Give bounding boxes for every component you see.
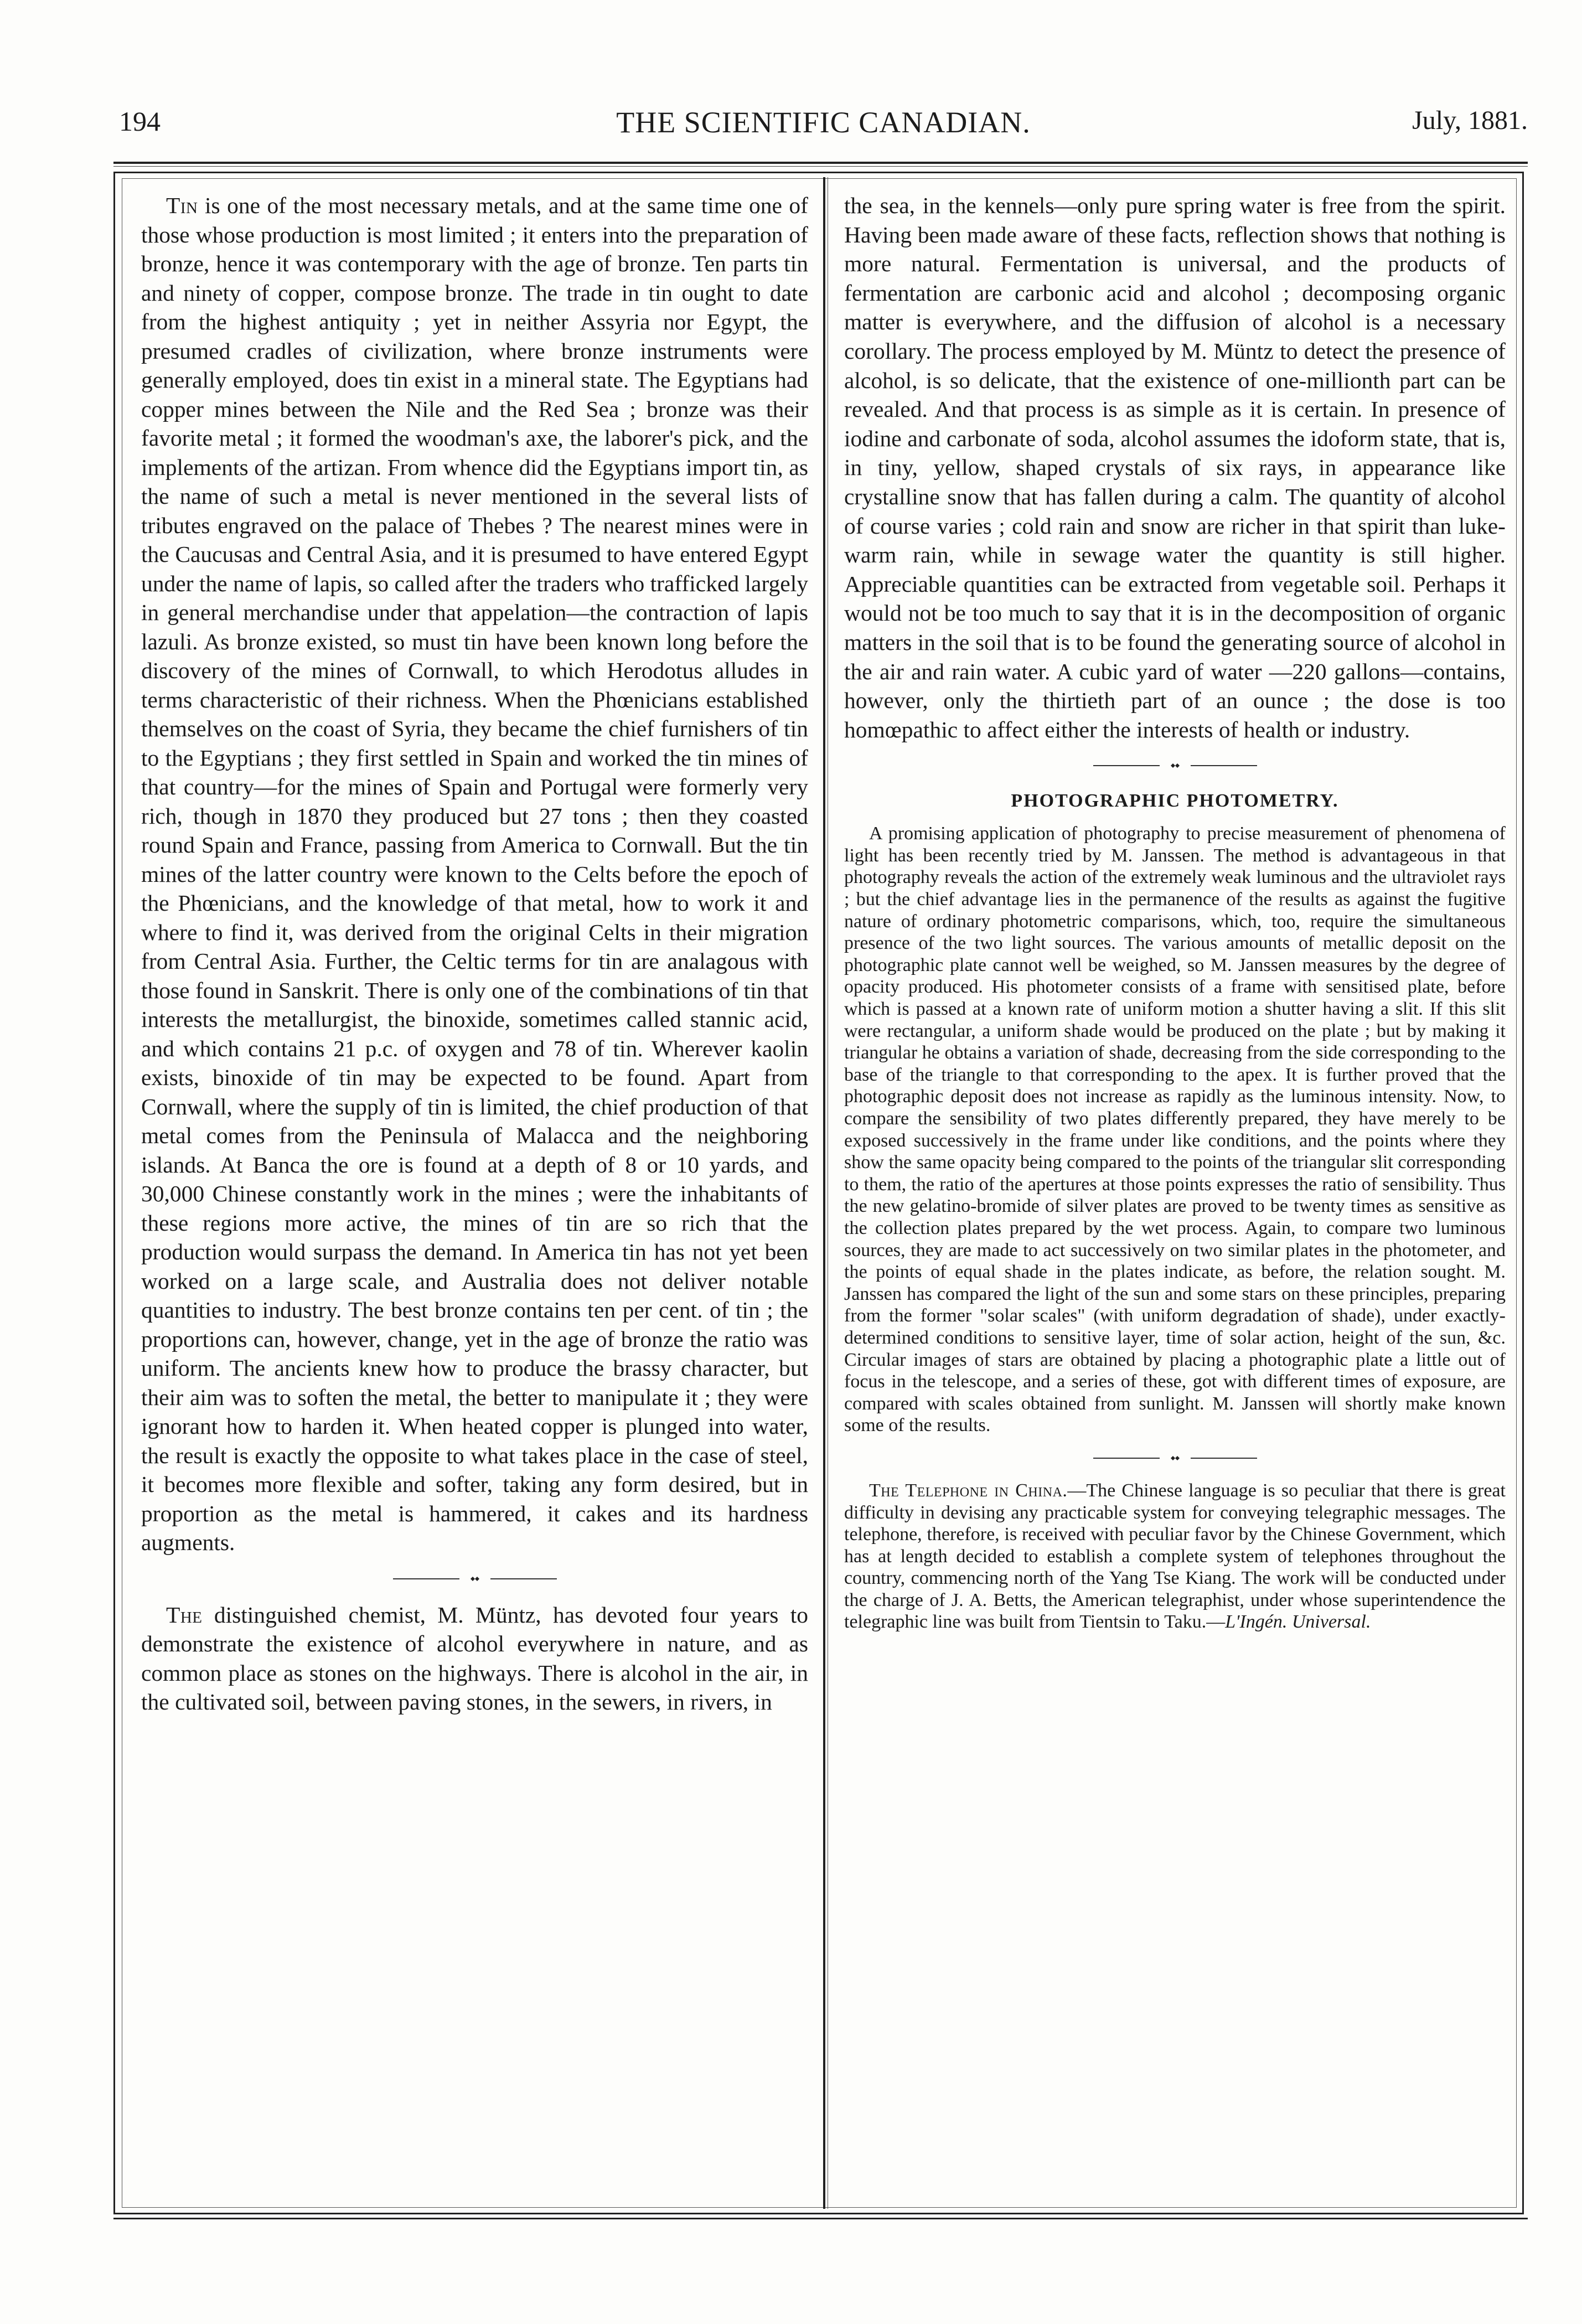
section-ornament (141, 1576, 808, 1582)
article-alcohol-lead: The (166, 1602, 203, 1628)
article-telephone (844, 1480, 1506, 1633)
ornament-icon (464, 1576, 486, 1582)
footer-rule (113, 2218, 1528, 2219)
header-rule-thin (113, 166, 1528, 167)
ornament-line-left (1093, 765, 1160, 766)
article-alcohol-start-text: distinguished chemist, M. Müntz, has devoted four years to demonstrate the existence of alcohol everywhere in nature, and as common place as stones on the highways. There is alcohol in the air, in the cultivated soil, between paving stones, in the sewers, in rivers, in (141, 1602, 808, 1714)
section-ornament (844, 1455, 1506, 1461)
article-telephone-lead: The Telephone in China. (869, 1480, 1068, 1501)
article-photometry-heading: PHOTOGRAPHIC PHOTOMETRY. (1011, 791, 1339, 812)
left-column (141, 191, 808, 1717)
article-telephone-source: L'Ingén. Universal. (1225, 1612, 1371, 1633)
article-alcohol-cont: the sea, in the kennels—only pure spring water is free from the spirit. Having been made aware of these facts, reflection shows that nothing is more natural. Fermentation is universal, and the products of fermentation are carbonic acid and alcohol ; decomposing organic matter is everywhere, and the diffusion of alcohol is a necessary corollary. The process employed by M. Müntz to detect the presence of alcohol, is so delicate, that the existence of one-millionth part can be revealed. And that process is as simple as it is certain. In presence of iodine and carbonate of soda, alcohol assumes the idoform state, that is, in tiny, yellow, shaped crystals of six rays, in appearance like crystalline snow that has fallen during a calm. The quantity of alcohol of course varies ; cold rain and snow are richer in that spirit than luke-warm rain, while in sewage water the quantity is still higher. Appreciable quantities can be extracted from vegetable soil. Perhaps it would not be too much to say that it is in the decomposition of organic matters in the soil that is to be found the generating source of alcohol in the air and rain water. A cubic yard of water —220 gallons—contains, however, only the thirtieth part of an ounce ; the dose is too homœpathic to affect either the interests of health or industry. (844, 193, 1506, 742)
right-column (844, 191, 1506, 1633)
article-tin-text: is one of the most necessary metals, and at the same time one of those whose production is most limited ; it enters into the preparation of bronze, hence it was contemporary with the age of bronze. Ten parts tin and ninety of copper, compose bronze. The trade in tin ought to date from the highest antiquity ; yet in neither Assyria nor Egypt, the presumed cradles of civilization, where bronze instruments were generally employed, does tin exist in a mineral state. The Egyptians had copper mines between the Nile and the Red Sea ; bronze was their favorite metal ; it formed the woodman's axe, the laborer's pick, and the implements of the artizan. From whence did the Egyptians import tin, as the name of such a metal is never mentioned in the several lists of tributes engraved on the palace of Thebes ? The nearest mines were in the Caucusas and Central Asia, and it is presumed to have entered Egypt under the name of lapis, so called after the traders who trafficked largely in general merchandise under that appelation—the contraction of lapis lazuli. As bronze existed, so must tin have been known long before the discovery of the mines of Cornwall, to which Herodotus alludes in terms characteristic of their richness. When the Phœnicians established themselves on the coast of Syria, they became the chief furnishers of tin to the Egyptians ; they first settled in Spain and worked the tin mines of that country—for the mines of Spain and Portugal were formerly very rich, though in 1870 they produced but 27 tons ; then they coasted round Spain and France, passing from America to Cornwall. But the tin mines of the latter country were known to the Celts before the epoch of the Phœnicians, and the knowledge of that metal, how to work it and where to find it, was derived from the original Celts in their migration from Central Asia. Further, the Celtic terms for tin are analagous with those found in Sanskrit. There is only one of the combinations of tin that interests the metallurgist, the binoxide, sometimes called stannic acid, and which contains 21 p.c. of oxygen and 78 of tin. Wherever kaolin exists, binoxide of tin may be expected to be found. Apart from Cornwall, where the supply of tin is limited, the chief production of that metal comes from the Peninsula of Malacca and the neighboring islands. At Banca the ore is found at a depth of 8 or 10 yards, and 30,000 Chinese constantly work in the mines ; were the inhabitants of these regions more active, the mines of tin are so rich that the production would surpass the demand. In America tin has not yet been worked on a large scale, and Australia does not deliver notable quantities to industry. The best bronze contains ten per cent. of tin ; the proportions can, however, change, yet in the age of bronze the ratio was uniform. The ancients knew how to produce the brassy character, but their aim was to soften the metal, the better to manipulate it ; they were ignorant how to harden it. When heated copper is plunged into water, the result is exactly the opposite to what takes place in the case of steel, it becomes more flexible and softer, taking any form desired, but in proportion as the metal is hammered, it cakes and its hardness augments. (141, 193, 808, 1555)
column-divider (823, 177, 825, 2209)
ornament-icon (1164, 763, 1186, 768)
ornament-icon (1164, 1455, 1186, 1461)
section-ornament (844, 763, 1506, 768)
ornament-line-left (393, 1578, 459, 1579)
page-header (119, 105, 1528, 155)
ornament-line-right (1191, 1458, 1257, 1459)
issue-date: July, 1881. (1412, 106, 1528, 135)
ornament-line-left (1093, 1458, 1160, 1459)
header-rule (113, 162, 1528, 164)
ornament-line-right (490, 1578, 557, 1579)
page-number: 194 (119, 106, 161, 137)
article-photometry-text: A promising application of photography to precise measurement of phenomena of light has been recently tried by M. Janssen. The method is advantageous in that photography reveals the action of the extremely weak luminous and the ultraviolet rays ; but the chief advantage lies in the permanence of the results as against the fugitive nature of ordinary photometric comparisons, which, too, require the simultaneous presence of the two light sources. The various amounts of metallic deposit on the photographic plate cannot well be weighed, so M. Janssen measures by the degree of opacity produced. His photometer consists of a frame with sensitised plate, before which is passed at a known rate of uniform motion a shutter having a slit. If this slit were rectangular, a uniform shade would be produced on the plate ; but by making it triangular he obtains a variation of shade, decreasing from the side corresponding to the base of the triangle to that corresponding to the apex. It is further proved that the photographic deposit does not increase as rapidly as the luminous intensity. Now, to compare the sensibility of two plates differently prepared, they have merely to be exposed successively in the frame under like conditions, and the points where they show the same opacity being compared to the points of the triangular slit corresponding to them, the ratio of the apertures at those points expresses the ratio of sensibility. Thus the new gelatino-bromide of silver plates are proved to be twenty times as sensitive as the collection plates prepared by the wet process. Again, to compare two luminous sources, they are made to act successively on two similar plates in the photometer, and the points of equal shade in the plates indicate, as before, the relation sought. M. Janssen has compared the light of the sun and some stars on these principles, preparing from the former "solar scales" (with uniform degradation of shade), under exactly-determined conditions to sensitive layer, time of solar action, height of the sun, &c. Circular images of stars are obtained by placing a photographic plate a little out of focus in the telescope, and a series of these, got with different times of exposure, are compared with scales obtained from sunlight. M. Janssen will shortly make known some of the results. (844, 823, 1506, 1436)
publication-title: THE SCIENTIFIC CANADIAN. (616, 106, 1031, 139)
ornament-line-right (1191, 765, 1257, 766)
article-tin-lead: Tin (166, 193, 198, 218)
article-alcohol-start (141, 1600, 808, 1717)
article-telephone-text: —The Chinese language is so peculiar that there is great difficulty in devising any practicable system for conveying telegraphic messages. The telephone, therefore, is received with peculiar favor by the Chinese Government, which has at length decided to establish a complete system of telephones throughout the country, commencing north of the Yang Tse Kiang. The work will be conducted under the charge of J. A. Betts, the American telegraphist, under whose superintendence the telegraphic line was built from Tientsin to Taku.— (844, 1480, 1506, 1633)
article-tin (141, 191, 808, 1557)
